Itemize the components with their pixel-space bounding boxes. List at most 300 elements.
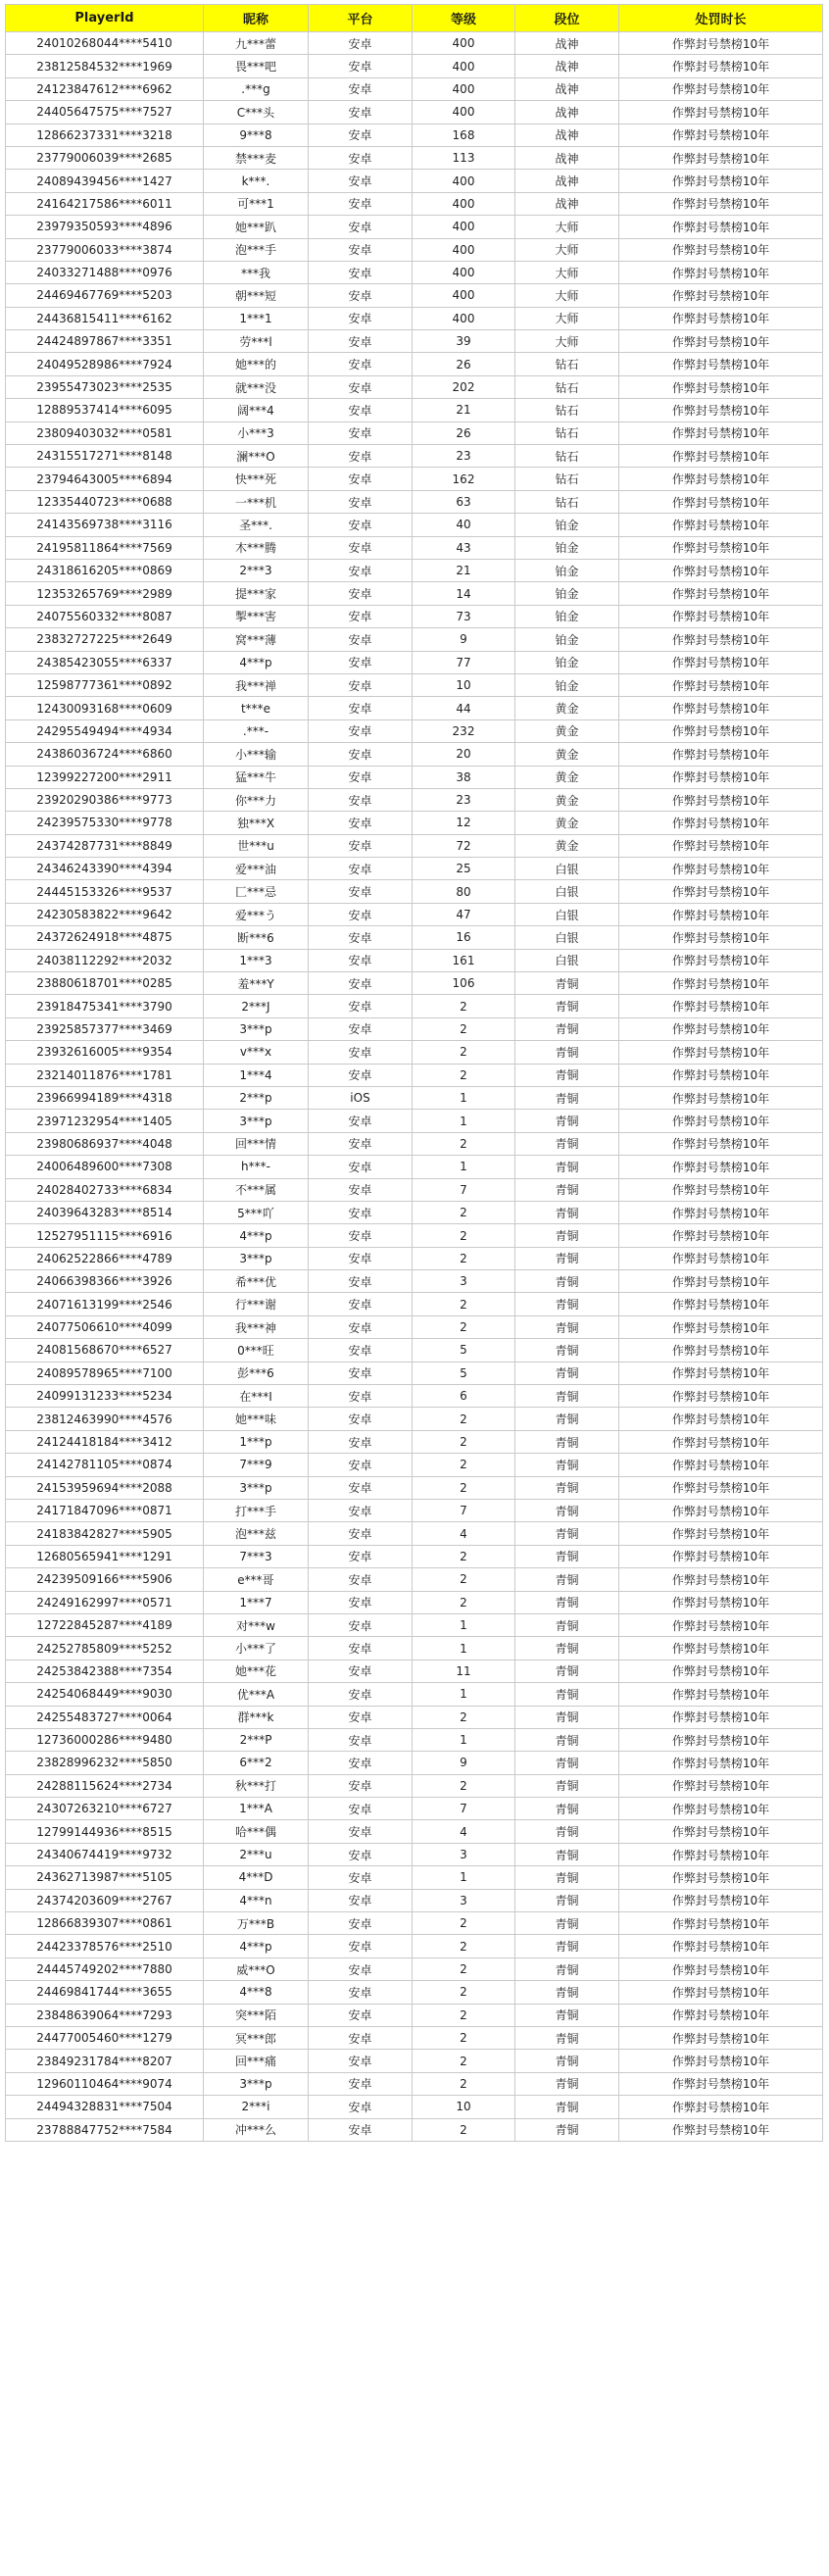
- cell-platform: 安卓: [309, 582, 413, 605]
- cell-player-id: 24033271488****0976: [6, 261, 204, 283]
- cell-nickname: 断***6: [204, 926, 309, 949]
- cell-level: 2: [413, 1706, 515, 1728]
- cell-level: 2: [413, 1957, 515, 1980]
- cell-platform: 安卓: [309, 605, 413, 627]
- cell-platform: 安卓: [309, 146, 413, 169]
- cell-punishment: 作弊封号禁榜10年: [619, 1454, 823, 1476]
- cell-level: 73: [413, 605, 515, 627]
- table-row: [6, 1613, 823, 1636]
- cell-platform: 安卓: [309, 1591, 413, 1613]
- cell-nickname: 优***A: [204, 1683, 309, 1706]
- cell-player-id: 23971232954****1405: [6, 1110, 204, 1132]
- cell-level: 161: [413, 949, 515, 971]
- cell-level: 1: [413, 1866, 515, 1889]
- cell-punishment: 作弊封号禁榜10年: [619, 1545, 823, 1567]
- cell-player-id: 24028402733****6834: [6, 1178, 204, 1201]
- table-row: [6, 697, 823, 719]
- cell-level: 2: [413, 1454, 515, 1476]
- cell-rank: 黄金: [515, 834, 619, 857]
- cell-punishment: 作弊封号禁榜10年: [619, 468, 823, 490]
- cell-nickname: 9***8: [204, 124, 309, 146]
- cell-nickname: 小***输: [204, 743, 309, 766]
- cell-player-id: 24307263210****6727: [6, 1798, 204, 1820]
- cell-punishment: 作弊封号禁榜10年: [619, 2096, 823, 2118]
- cell-nickname: 对***w: [204, 1613, 309, 1636]
- cell-punishment: 作弊封号禁榜10年: [619, 1110, 823, 1132]
- cell-rank: 青铜: [515, 1201, 619, 1223]
- cell-rank: 铂金: [515, 536, 619, 559]
- cell-level: 26: [413, 421, 515, 444]
- cell-player-id: 24255483727****0064: [6, 1706, 204, 1728]
- cell-punishment: 作弊封号禁榜10年: [619, 216, 823, 238]
- cell-rank: 钻石: [515, 353, 619, 375]
- cell-player-id: 12889537414****6095: [6, 399, 204, 421]
- cell-nickname: 冥***郎: [204, 2026, 309, 2049]
- cell-platform: 安卓: [309, 1843, 413, 1865]
- cell-punishment: 作弊封号禁榜10年: [619, 766, 823, 788]
- cell-platform: 安卓: [309, 1957, 413, 1980]
- cell-nickname: 行***谢: [204, 1293, 309, 1315]
- table-row: [6, 1545, 823, 1567]
- table-row: [6, 1889, 823, 1911]
- cell-player-id: 23214011876****1781: [6, 1064, 204, 1086]
- cell-player-id: 12527951115****6916: [6, 1224, 204, 1247]
- cell-level: 11: [413, 1660, 515, 1682]
- cell-player-id: 24318616205****0869: [6, 559, 204, 581]
- cell-platform: 安卓: [309, 514, 413, 536]
- cell-player-id: 23848639064****7293: [6, 2004, 204, 2026]
- cell-level: 44: [413, 697, 515, 719]
- header-player-id: PlayerId: [6, 5, 204, 32]
- table-row: [6, 216, 823, 238]
- cell-rank: 战神: [515, 192, 619, 215]
- cell-player-id: 23812463990****4576: [6, 1408, 204, 1430]
- cell-nickname: 彭***6: [204, 1362, 309, 1384]
- cell-level: 2: [413, 2004, 515, 2026]
- table-row: [6, 330, 823, 353]
- cell-punishment: 作弊封号禁榜10年: [619, 1064, 823, 1086]
- cell-punishment: 作弊封号禁榜10年: [619, 582, 823, 605]
- cell-nickname: 0***旺: [204, 1339, 309, 1362]
- table-row: [6, 1408, 823, 1430]
- cell-nickname: 泡***兹: [204, 1522, 309, 1545]
- cell-player-id: 24249162997****0571: [6, 1591, 204, 1613]
- cell-rank: 青铜: [515, 1568, 619, 1591]
- table-row: [6, 399, 823, 421]
- cell-punishment: 作弊封号禁榜10年: [619, 972, 823, 995]
- cell-nickname: 万***B: [204, 1912, 309, 1935]
- cell-level: 2: [413, 2026, 515, 2049]
- cell-rank: 青铜: [515, 1178, 619, 1201]
- cell-nickname: 1***p: [204, 1430, 309, 1453]
- cell-player-id: 24423378576****2510: [6, 1935, 204, 1957]
- cell-platform: 安卓: [309, 261, 413, 283]
- cell-platform: 安卓: [309, 1660, 413, 1682]
- cell-platform: 安卓: [309, 1820, 413, 1843]
- cell-nickname: 6***2: [204, 1752, 309, 1774]
- cell-nickname: 木***腾: [204, 536, 309, 559]
- cell-level: 2: [413, 1408, 515, 1430]
- table-row: [6, 1385, 823, 1408]
- cell-nickname: 掣***害: [204, 605, 309, 627]
- cell-player-id: 12799144936****8515: [6, 1820, 204, 1843]
- cell-player-id: 23979350593****4896: [6, 216, 204, 238]
- table-row: [6, 1041, 823, 1064]
- table-row: [6, 1683, 823, 1706]
- cell-player-id: 24477005460****1279: [6, 2026, 204, 2049]
- cell-rank: 青铜: [515, 1500, 619, 1522]
- cell-rank: 青铜: [515, 1362, 619, 1384]
- header-level: 等级: [413, 5, 515, 32]
- cell-punishment: 作弊封号禁榜10年: [619, 1293, 823, 1315]
- table-header: [6, 5, 823, 32]
- cell-player-id: 23880618701****0285: [6, 972, 204, 995]
- cell-nickname: 提***家: [204, 582, 309, 605]
- cell-nickname: 3***p: [204, 1017, 309, 1040]
- cell-level: 39: [413, 330, 515, 353]
- cell-nickname: 2***p: [204, 1086, 309, 1109]
- cell-nickname: t***e: [204, 697, 309, 719]
- cell-player-id: 24230583822****9642: [6, 903, 204, 925]
- cell-level: 2: [413, 1476, 515, 1499]
- cell-platform: 安卓: [309, 2118, 413, 2141]
- cell-level: 400: [413, 238, 515, 261]
- cell-platform: 安卓: [309, 445, 413, 468]
- cell-player-id: 24183842827****5905: [6, 1522, 204, 1545]
- cell-nickname: 阔***4: [204, 399, 309, 421]
- cell-nickname: 希***优: [204, 1270, 309, 1293]
- cell-platform: 安卓: [309, 1247, 413, 1269]
- cell-nickname: 1***1: [204, 307, 309, 329]
- table-row: [6, 2026, 823, 2049]
- cell-player-id: 24123847612****6962: [6, 77, 204, 100]
- cell-level: 162: [413, 468, 515, 490]
- cell-nickname: 2***i: [204, 2096, 309, 2118]
- table-row: [6, 1201, 823, 1223]
- header-punishment: 处罚时长: [619, 5, 823, 32]
- cell-punishment: 作弊封号禁榜10年: [619, 1522, 823, 1545]
- cell-nickname: 在***I: [204, 1385, 309, 1408]
- cell-platform: 安卓: [309, 926, 413, 949]
- table-row: [6, 834, 823, 857]
- cell-platform: 安卓: [309, 903, 413, 925]
- table-row: [6, 170, 823, 192]
- cell-nickname: 5***吖: [204, 1201, 309, 1223]
- table-row: [6, 1912, 823, 1935]
- table-row: [6, 468, 823, 490]
- table-row: [6, 903, 823, 925]
- cell-player-id: 23980686937****4048: [6, 1132, 204, 1155]
- cell-punishment: 作弊封号禁榜10年: [619, 1041, 823, 1064]
- cell-level: 232: [413, 719, 515, 742]
- table-row: [6, 1820, 823, 1843]
- cell-nickname: 4***n: [204, 1889, 309, 1911]
- cell-punishment: 作弊封号禁榜10年: [619, 375, 823, 398]
- cell-level: 2: [413, 1981, 515, 2004]
- cell-nickname: 3***p: [204, 2072, 309, 2095]
- cell-level: 10: [413, 673, 515, 696]
- table-row: [6, 628, 823, 651]
- cell-punishment: 作弊封号禁榜10年: [619, 1843, 823, 1865]
- cell-player-id: 23849231784****8207: [6, 2050, 204, 2072]
- cell-platform: 安卓: [309, 1500, 413, 1522]
- table-row: [6, 1660, 823, 1682]
- cell-level: 7: [413, 1178, 515, 1201]
- cell-platform: 安卓: [309, 788, 413, 811]
- cell-punishment: 作弊封号禁榜10年: [619, 1156, 823, 1178]
- cell-rank: 青铜: [515, 2050, 619, 2072]
- cell-punishment: 作弊封号禁榜10年: [619, 536, 823, 559]
- cell-level: 2: [413, 1247, 515, 1269]
- cell-punishment: 作弊封号禁榜10年: [619, 170, 823, 192]
- table-row: [6, 1522, 823, 1545]
- cell-rank: 钻石: [515, 445, 619, 468]
- cell-punishment: 作弊封号禁榜10年: [619, 353, 823, 375]
- table-row: [6, 719, 823, 742]
- cell-platform: 安卓: [309, 1339, 413, 1362]
- cell-player-id: 23812584532****1969: [6, 55, 204, 77]
- cell-nickname: 小***了: [204, 1637, 309, 1660]
- cell-player-id: 24385423055****6337: [6, 651, 204, 673]
- cell-rank: 铂金: [515, 673, 619, 696]
- cell-level: 10: [413, 2096, 515, 2118]
- cell-punishment: 作弊封号禁榜10年: [619, 1315, 823, 1338]
- cell-level: 2: [413, 1224, 515, 1247]
- cell-platform: 安卓: [309, 399, 413, 421]
- cell-nickname: 回***情: [204, 1132, 309, 1155]
- table-row: [6, 605, 823, 627]
- cell-player-id: 24254068449****9030: [6, 1683, 204, 1706]
- cell-level: 9: [413, 628, 515, 651]
- cell-platform: 安卓: [309, 1981, 413, 2004]
- cell-punishment: 作弊封号禁榜10年: [619, 880, 823, 903]
- table-row: [6, 1315, 823, 1338]
- cell-nickname: C***头: [204, 101, 309, 124]
- cell-level: 2: [413, 1201, 515, 1223]
- table-row: [6, 124, 823, 146]
- cell-platform: 安卓: [309, 995, 413, 1017]
- cell-rank: 大师: [515, 284, 619, 307]
- table-row: [6, 1086, 823, 1109]
- cell-rank: 白银: [515, 858, 619, 880]
- cell-rank: 青铜: [515, 1912, 619, 1935]
- cell-player-id: 24386036724****6860: [6, 743, 204, 766]
- cell-player-id: 12736000286****9480: [6, 1728, 204, 1751]
- cell-rank: 青铜: [515, 1270, 619, 1293]
- cell-nickname: 畏***吧: [204, 55, 309, 77]
- cell-rank: 青铜: [515, 1660, 619, 1682]
- cell-platform: 安卓: [309, 1156, 413, 1178]
- table-row: [6, 2004, 823, 2026]
- cell-punishment: 作弊封号禁榜10年: [619, 559, 823, 581]
- cell-player-id: 23788847752****7584: [6, 2118, 204, 2141]
- cell-level: 2: [413, 2050, 515, 2072]
- cell-rank: 青铜: [515, 1774, 619, 1797]
- cell-punishment: 作弊封号禁榜10年: [619, 1270, 823, 1293]
- cell-platform: 安卓: [309, 1362, 413, 1384]
- table-row: [6, 1957, 823, 1980]
- cell-rank: 黄金: [515, 743, 619, 766]
- cell-punishment: 作弊封号禁榜10年: [619, 1086, 823, 1109]
- cell-player-id: 24469841744****3655: [6, 1981, 204, 2004]
- cell-nickname: 她***趴: [204, 216, 309, 238]
- cell-platform: 安卓: [309, 1293, 413, 1315]
- cell-nickname: 小***3: [204, 421, 309, 444]
- table-row: [6, 743, 823, 766]
- cell-rank: 钻石: [515, 468, 619, 490]
- cell-platform: 安卓: [309, 858, 413, 880]
- cell-rank: 铂金: [515, 582, 619, 605]
- cell-rank: 铂金: [515, 628, 619, 651]
- cell-level: 106: [413, 972, 515, 995]
- cell-level: 1: [413, 1683, 515, 1706]
- cell-platform: 安卓: [309, 1683, 413, 1706]
- cell-player-id: 23832727225****2649: [6, 628, 204, 651]
- cell-punishment: 作弊封号禁榜10年: [619, 743, 823, 766]
- table-row: [6, 421, 823, 444]
- cell-nickname: 爱***油: [204, 858, 309, 880]
- cell-level: 4: [413, 1820, 515, 1843]
- cell-level: 40: [413, 514, 515, 536]
- cell-punishment: 作弊封号禁榜10年: [619, 514, 823, 536]
- cell-nickname: 朝***短: [204, 284, 309, 307]
- cell-nickname: 就***没: [204, 375, 309, 398]
- cell-player-id: 24143569738****3116: [6, 514, 204, 536]
- cell-platform: 安卓: [309, 1912, 413, 1935]
- cell-player-id: 24374203609****2767: [6, 1889, 204, 1911]
- cell-punishment: 作弊封号禁榜10年: [619, 2118, 823, 2141]
- cell-rank: 大师: [515, 216, 619, 238]
- cell-rank: 铂金: [515, 651, 619, 673]
- cell-level: 14: [413, 582, 515, 605]
- cell-nickname: h***-: [204, 1156, 309, 1178]
- cell-level: 400: [413, 170, 515, 192]
- cell-platform: 安卓: [309, 559, 413, 581]
- table-row: [6, 445, 823, 468]
- cell-level: 2: [413, 1912, 515, 1935]
- cell-platform: 安卓: [309, 719, 413, 742]
- cell-nickname: 一***机: [204, 490, 309, 513]
- cell-nickname: 3***p: [204, 1247, 309, 1269]
- table-row: [6, 1454, 823, 1476]
- cell-level: 2: [413, 1774, 515, 1797]
- cell-rank: 青铜: [515, 1683, 619, 1706]
- cell-player-id: 24195811864****7569: [6, 536, 204, 559]
- table-row: [6, 192, 823, 215]
- cell-level: 2: [413, 1017, 515, 1040]
- cell-punishment: 作弊封号禁榜10年: [619, 673, 823, 696]
- cell-rank: 战神: [515, 124, 619, 146]
- cell-punishment: 作弊封号禁榜10年: [619, 1660, 823, 1682]
- cell-platform: 安卓: [309, 1774, 413, 1797]
- cell-platform: 安卓: [309, 697, 413, 719]
- cell-platform: iOS: [309, 1086, 413, 1109]
- cell-rank: 青铜: [515, 1110, 619, 1132]
- cell-player-id: 24372624918****4875: [6, 926, 204, 949]
- cell-punishment: 作弊封号禁榜10年: [619, 1201, 823, 1223]
- cell-punishment: 作弊封号禁榜10年: [619, 1935, 823, 1957]
- cell-rank: 青铜: [515, 1820, 619, 1843]
- cell-nickname: 独***X: [204, 812, 309, 834]
- cell-level: 4: [413, 1522, 515, 1545]
- cell-punishment: 作弊封号禁榜10年: [619, 1132, 823, 1155]
- cell-level: 3: [413, 1270, 515, 1293]
- table-row: [6, 651, 823, 673]
- table-row: [6, 1110, 823, 1132]
- table-row: [6, 1339, 823, 1362]
- cell-player-id: 24405647575****7527: [6, 101, 204, 124]
- cell-player-id: 24089578965****7100: [6, 1362, 204, 1384]
- cell-player-id: 23932616005****9354: [6, 1041, 204, 1064]
- cell-level: 2: [413, 1132, 515, 1155]
- cell-punishment: 作弊封号禁榜10年: [619, 1981, 823, 2004]
- cell-punishment: 作弊封号禁榜10年: [619, 1178, 823, 1201]
- cell-platform: 安卓: [309, 490, 413, 513]
- table-row: [6, 1500, 823, 1522]
- cell-punishment: 作弊封号禁榜10年: [619, 307, 823, 329]
- cell-platform: 安卓: [309, 1110, 413, 1132]
- cell-level: 25: [413, 858, 515, 880]
- table-row: [6, 490, 823, 513]
- cell-player-id: 12598777361****0892: [6, 673, 204, 696]
- table-row: [6, 788, 823, 811]
- cell-player-id: 24494328831****7504: [6, 2096, 204, 2118]
- cell-platform: 安卓: [309, 101, 413, 124]
- table-row: [6, 1752, 823, 1774]
- cell-punishment: 作弊封号禁榜10年: [619, 812, 823, 834]
- cell-level: 1: [413, 1637, 515, 1660]
- header-row: [6, 5, 823, 32]
- cell-nickname: 可***1: [204, 192, 309, 215]
- cell-nickname: 快***死: [204, 468, 309, 490]
- cell-nickname: 群***k: [204, 1706, 309, 1728]
- cell-level: 38: [413, 766, 515, 788]
- cell-rank: 青铜: [515, 1247, 619, 1269]
- cell-player-id: 23779006033****3874: [6, 238, 204, 261]
- cell-nickname: 冲***么: [204, 2118, 309, 2141]
- table-row: [6, 949, 823, 971]
- cell-rank: 战神: [515, 146, 619, 169]
- cell-rank: 战神: [515, 77, 619, 100]
- table-row: [6, 1362, 823, 1384]
- cell-punishment: 作弊封号禁榜10年: [619, 926, 823, 949]
- cell-player-id: 23828996232****5850: [6, 1752, 204, 1774]
- cell-level: 2: [413, 2072, 515, 2095]
- table-row: [6, 559, 823, 581]
- cell-nickname: 禁***麦: [204, 146, 309, 169]
- cell-rank: 青铜: [515, 1798, 619, 1820]
- cell-rank: 青铜: [515, 1866, 619, 1889]
- cell-player-id: 24062522866****4789: [6, 1247, 204, 1269]
- cell-nickname: v***x: [204, 1041, 309, 1064]
- cell-player-id: 23925857377****3469: [6, 1017, 204, 1040]
- cell-level: 1: [413, 1728, 515, 1751]
- table-row: [6, 307, 823, 329]
- cell-punishment: 作弊封号禁榜10年: [619, 1339, 823, 1362]
- cell-level: 23: [413, 445, 515, 468]
- cell-nickname: 窝***薄: [204, 628, 309, 651]
- cell-level: 2: [413, 1430, 515, 1453]
- cell-level: 2: [413, 1545, 515, 1567]
- cell-player-id: 24346243390****4394: [6, 858, 204, 880]
- cell-nickname: 不***属: [204, 1178, 309, 1201]
- cell-player-id: 24124418184****3412: [6, 1430, 204, 1453]
- cell-punishment: 作弊封号禁榜10年: [619, 55, 823, 77]
- cell-platform: 安卓: [309, 1064, 413, 1086]
- cell-platform: 安卓: [309, 673, 413, 696]
- cell-level: 113: [413, 146, 515, 169]
- cell-nickname: k***.: [204, 170, 309, 192]
